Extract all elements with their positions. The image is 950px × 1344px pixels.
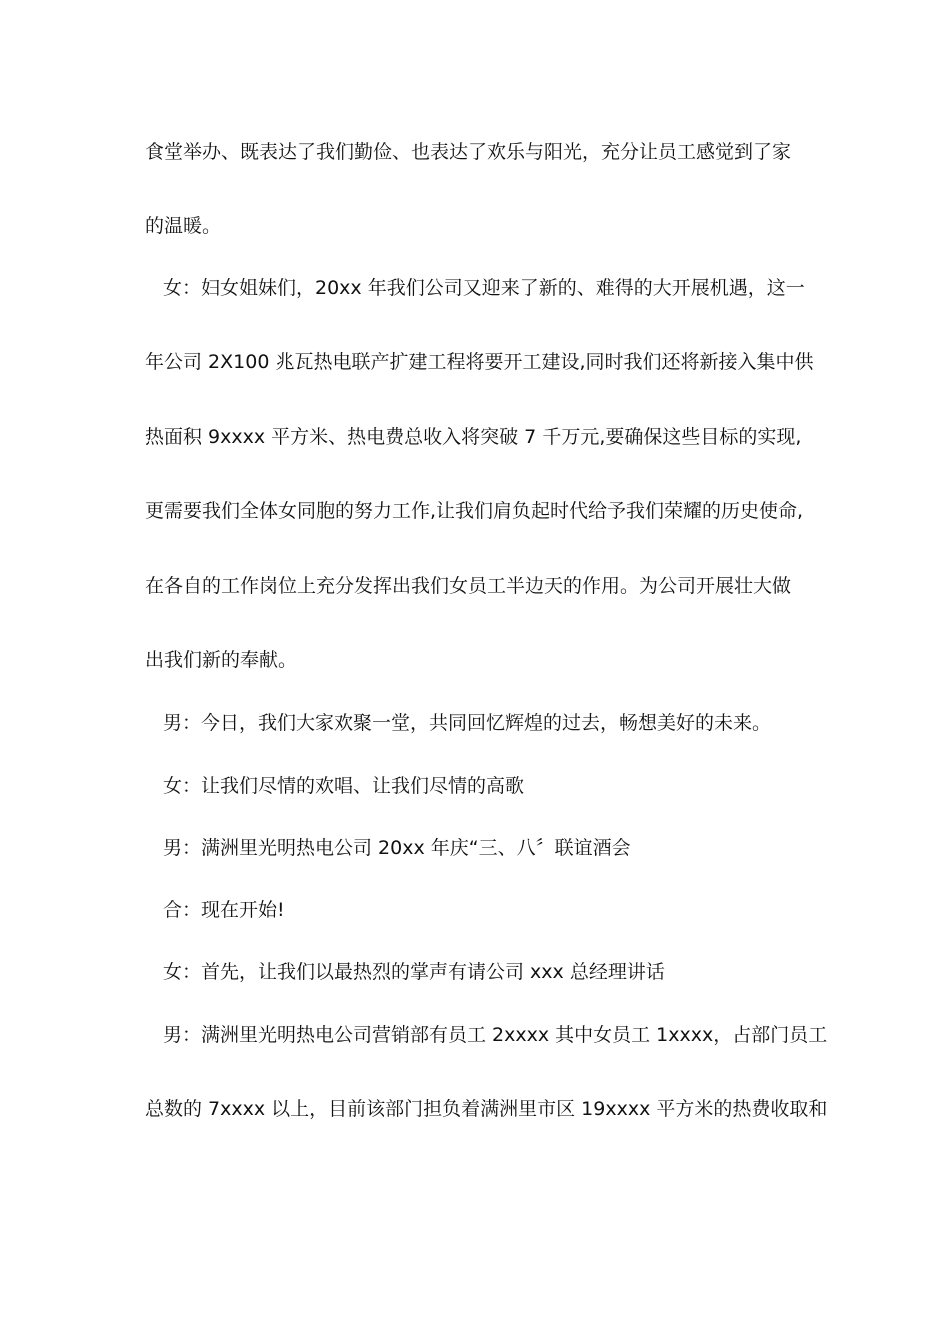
paragraph-line: 更需要我们全体女同胞的努力工作,让我们肩负起时代给予我们荣耀的历史使命, xyxy=(145,500,804,522)
paragraph-line: 总数的 7xxxx 以上，目前该部门担负着满洲里市区 19xxxx 平方米的热费收取和 xyxy=(145,1098,828,1120)
dialogue-line: 合：现在开始! xyxy=(163,899,285,921)
dialogue-line: 女：首先，让我们以最热烈的掌声有请公司 xxx 总经理讲话 xyxy=(163,961,665,983)
dialogue-line: 男：今日，我们大家欢聚一堂，共同回忆辉煌的过去，畅想美好的未来。 xyxy=(163,712,772,734)
dialogue-line: 女：让我们尽情的欢唱、让我们尽情的高歌 xyxy=(163,775,525,797)
paragraph-line: 的温暖。 xyxy=(145,215,222,237)
dialogue-line: 男：满洲里光明热电公司 20xx 年庆“三、八〞联谊酒会 xyxy=(163,837,631,859)
paragraph-line: 男：满洲里光明热电公司营销部有员工 2xxxx 其中女员工 1xxxx，占部门员工 xyxy=(163,1024,828,1046)
paragraph-line: 在各自的工作岗位上充分发挥出我们女员工半边天的作用。为公司开展壮大做 xyxy=(145,575,792,597)
paragraph-line: 食堂举办、既表达了我们勤俭、也表达了欢乐与阳光，充分让员工感觉到了家 xyxy=(145,141,792,163)
paragraph-line: 出我们新的奉献。 xyxy=(145,649,298,671)
paragraph-line: 女：妇女姐妹们，20xx 年我们公司又迎来了新的、难得的大开展机遇，这一 xyxy=(163,277,805,299)
paragraph-line: 热面积 9xxxx 平方米、热电费总收入将突破 7 千万元,要确保这些目标的实现, xyxy=(145,426,802,448)
paragraph-line: 年公司 2X100 兆瓦热电联产扩建工程将要开工建设,同时我们还将新接入集中供 xyxy=(145,351,814,373)
